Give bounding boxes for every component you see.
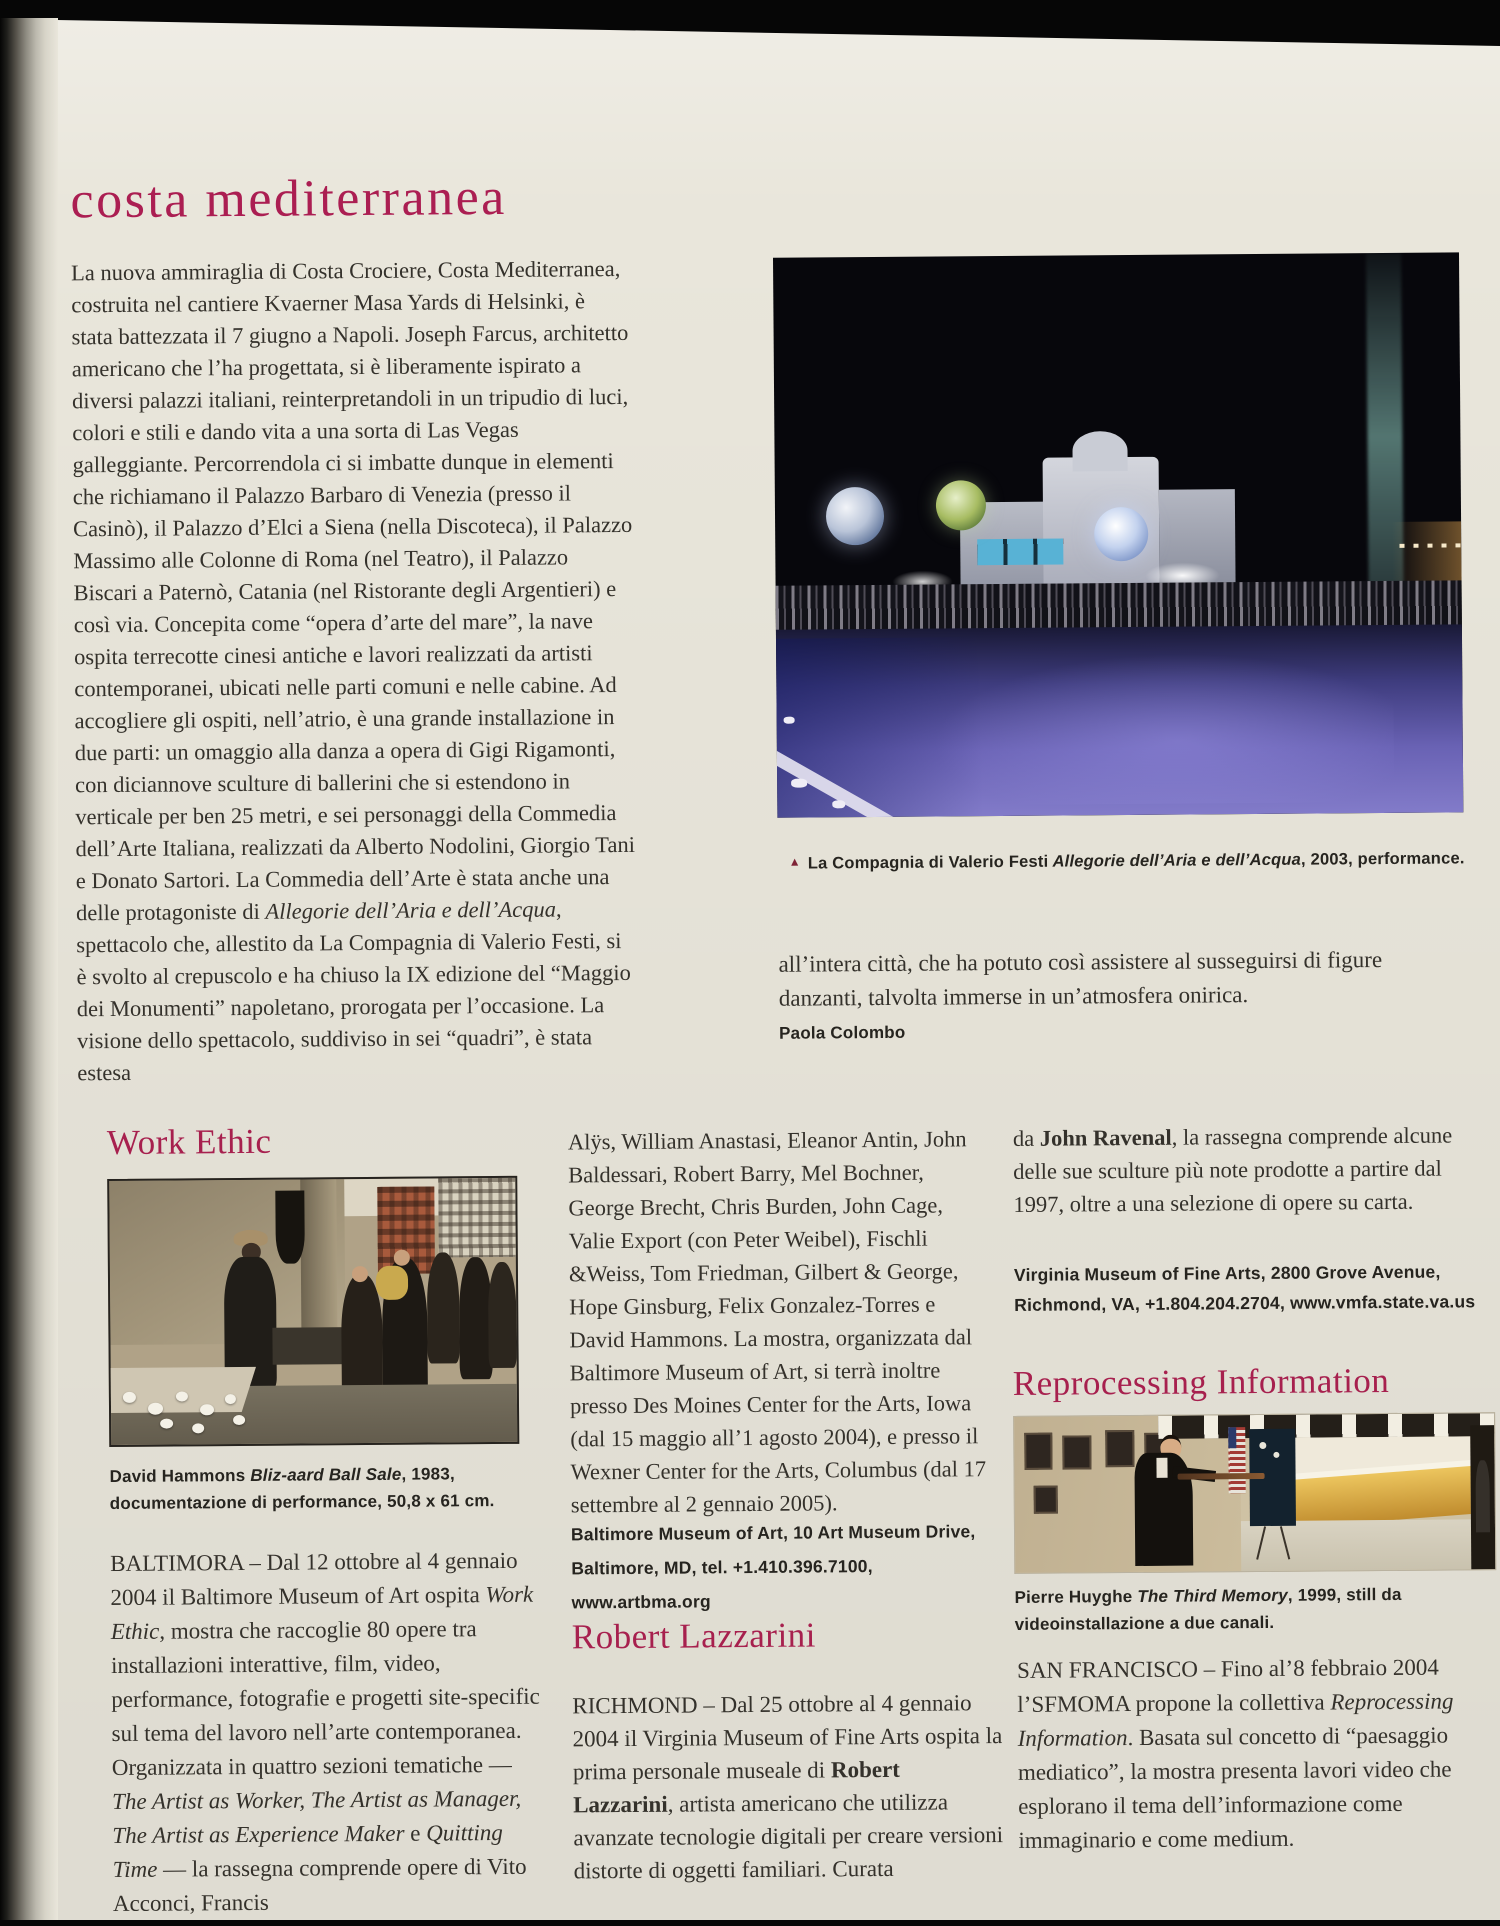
caption-artist: Pierre Huyghe [1014, 1587, 1133, 1607]
main-photo-building-dome [1073, 431, 1128, 471]
caption-triangle-icon: ▲ [788, 854, 801, 869]
work-ethic-text-2: , mostra che raccoglie 80 opere tra installazioni interattive, film, video, performance, fotografie e progetti site-specific sul tema del lavoro nell’arte contemporanea. Organizzata in quattro sezioni tematiche — [110, 1616, 540, 1781]
ravenal-text-2: , la rassegna comprende alcune delle sue sculture più note prodotte a partire dal 1997, oltre a una selezione di opere su carta. [1013, 1122, 1453, 1217]
reprocessing-text-2: . Basata sul concetto di “paesaggio mediatico”, la mostra presenta lavori video che esplorano il tema dell’informazione come immaginario e come medium. [1017, 1722, 1452, 1853]
main-photo-light-dots [1400, 544, 1462, 548]
lazzarini-artist-name: Robert Lazzarini [573, 1756, 900, 1818]
work-photo-snowball [147, 1402, 162, 1414]
huyghe-photo-sign-dot [1259, 1441, 1266, 1448]
caption-work-title: The Third Memory [1132, 1585, 1288, 1607]
main-photo-white-object [791, 778, 807, 787]
work-photo-white-building [438, 1178, 516, 1258]
caption-work-title: Allegorie dell’Aria e dell’Acqua [1048, 850, 1302, 871]
main-photo-lit-windows [978, 538, 1064, 564]
main-article-text-1: La nuova ammiraglia di Costa Crociere, Costa Mediterranea, costruita nel cantiere Kvaerner Masa Yards di Helsinki, è stata battezzata il 7 giugno a Napoli. Joseph Farcus, architetto americano che l’ha progettata, si è liberamente ispirato a diversi palazzi italiani, reinterpretandoli in un tripudio di luci, colori e stili e dando vita a una sorta di Las Vegas galleggiante. Percorrendola ci si imbatte dunque in elementi che richiamano il Palazzo Barbaro di Venezia (presso il Casinò), il Palazzo d’Elci a Siena (nella Discoteca), il Palazzo Massimo alle Colonne di Roma (nel Teatro), il Palazzo Biscari a Paternò, Catania (nel Ristorante degli Argentieri) e così via. Concepita come “opera d’arte del mare”, la nave ospita terrecotte cinesi antiche e lavori realizzati da artisti contemporanei, ubicati nelle parti comuni e nelle cabine. Ad accogliere gli ospiti, nell’atrio, è una grande installazione in due parti: un omaggio alla danza a opera di Gigi Rigamonti, con diciannove sculture di ballerini che si estendono in verticale per ben 25 metri, e sei personaggi della Commedia dell’Arte Italiana, realizzati da Alberto Nodolini, Giorgio Tani e Donato Sartori. La Commedia dell’Arte è stata anche una delle protagoniste di [70, 256, 635, 926]
work-photo-snowball [225, 1394, 236, 1404]
huyghe-photo-framed-picture [1105, 1430, 1134, 1468]
main-photo-night-performance [773, 252, 1463, 817]
work-photo-yellow-jacket [376, 1266, 409, 1301]
caption-artist: David Hammons [109, 1465, 246, 1487]
page-title: costa mediterranea [70, 168, 507, 230]
ravenal-curator-name: John Ravenal [1039, 1124, 1172, 1151]
main-photo-globe-left [826, 487, 884, 545]
article-byline: Paola Colombo [779, 1022, 906, 1043]
caption-artist: La Compagnia di Valerio Festi [807, 852, 1049, 873]
main-photo-globe-right [1094, 507, 1148, 561]
main-article-work-title: Allegorie dell’Aria e dell’Acqua [265, 896, 557, 924]
work-ethic-section-2: Quitting Time [112, 1819, 503, 1883]
main-article-text-2: , spettacolo che, allestito da La Compagnia di Valerio Festi, si è svolto al crepuscolo e ha chiuso la IX edizione del “Maggio dei Monumenti” napoletano, prorogata per l’occasione. La visione dello spettacolo, suddiviso in sei “quadri”, è stata estesa [76, 896, 631, 1086]
reprocessing-text-1: SAN FRANCISCO – Fino al’8 febbraio 2004 l’SFMOMA propone la collettiva [1016, 1654, 1439, 1717]
reprocessing-photo-caption [1014, 1580, 1484, 1638]
work-photo-passerby [341, 1274, 383, 1401]
work-photo-hanging-coat [276, 1190, 305, 1264]
huyghe-photo-floor [1241, 1519, 1496, 1571]
section-heading-robert-lazzarini: Robert Lazzarini [571, 1615, 817, 1657]
work-photo-passerby [426, 1252, 459, 1363]
huyghe-photo-bystander [1475, 1460, 1490, 1532]
main-photo-plaza-glow [913, 645, 1394, 806]
lazzarini-text-1: RICHMOND – Dal 25 ottobre al 4 gennaio 2004 il Virginia Museum of Fine Arts ospita la prima personale museale di [572, 1690, 1003, 1785]
huyghe-photo-ceiling-lights [1158, 1413, 1494, 1439]
article-continuation: all’intera città, che ha potuto così assistere al susseguirsi di figure danzanti, talvolta immerse in un’atmosfera onirica. [778, 947, 1383, 1011]
huyghe-photo-framed-picture [1034, 1485, 1058, 1513]
virginia-museum-address: Virginia Museum of Fine Arts, 2800 Grove Avenue, Richmond, VA, +1.804.204.2704, www.vmfa.state.va.us [1013, 1261, 1476, 1315]
caption-details: , 1983, documentazione di performance, 50,8 x 61 cm. [109, 1464, 495, 1514]
huyghe-photo-flag-canton [1228, 1428, 1237, 1448]
work-ethic-text-4: — la rassegna comprende opere di Vito Acconci, Francis [112, 1853, 527, 1917]
lazzarini-body-text [572, 1686, 1006, 1887]
work-photo-tarp [107, 1367, 256, 1413]
caption-details: , 2003, performance. [1300, 849, 1465, 869]
work-photo-snowball [233, 1415, 245, 1425]
work-ethic-photo-street-sale [107, 1176, 519, 1447]
work-ethic-photo-caption [109, 1460, 541, 1517]
main-article-paragraph [71, 253, 638, 1089]
main-photo-plaza-shadow [776, 637, 983, 818]
reprocessing-show-title: Reprocessing Information [1017, 1688, 1454, 1751]
huyghe-photo-gunman-shirt [1156, 1458, 1168, 1478]
work-photo-passerby-head [351, 1266, 367, 1282]
huyghe-photo-rifle [1178, 1473, 1264, 1480]
work-ethic-show-title: Work Ethic [110, 1581, 534, 1645]
main-photo-caption [789, 843, 1489, 877]
work-photo-snowball [192, 1423, 204, 1433]
work-photo-snowball [160, 1418, 173, 1428]
section-heading-work-ethic: Work Ethic [106, 1121, 272, 1163]
work-photo-stall-table [273, 1327, 350, 1365]
huyghe-photo-framed-picture [1062, 1435, 1091, 1470]
lazzarini-text-2: , artista americano che utilizza avanzate tecnologie digitali per creare versioni distorte di oggetti familiari. Curata [573, 1789, 1004, 1884]
section-heading-reprocessing-information: Reprocessing Information [1012, 1360, 1390, 1403]
reprocessing-body-text [1017, 1650, 1459, 1857]
baltimore-museum-address: Baltimore Museum of Art, 10 Art Museum Drive, Baltimore, MD, tel. +1.410.396.7100, www.artbma.org [570, 1521, 976, 1613]
caption-work-title: Bliz-aard Ball Sale [245, 1464, 402, 1485]
caption-details: , 1999, still da videoinstallazione a due canali. [1014, 1584, 1402, 1634]
work-photo-passerby [487, 1262, 516, 1368]
artists-list-continued: Alÿs, William Anastasi, Eleanor Antin, John Baldessari, Robert Barry, Mel Bochner, George Brecht, Chris Burden, John Cage, Valie Export (con Peter Weibel), Fischli &Weiss, Tom Friedman, Gilbert & George, Hope Ginsburg, Felix Gonzalez-Torres e David Hammons. La mostra, organizzata dal Baltimore Museum of Art, si terrà inoltre presso Des Moines Center for the Arts, Iowa (dal 15 maggio all’1 agosto 2004), e presso il Wexner Center for the Arts, Columbus (dal 17 settembre al 2 gennaio 2005). [567, 1126, 987, 1518]
work-ethic-sections: The Artist as Worker, The Artist as Manager, The Artist as Experience Maker [111, 1785, 522, 1849]
work-ethic-text-3: e [404, 1820, 427, 1846]
work-ethic-text-1: BALTIMORA – Dal 12 ottobre al 4 gennaio 2004 il Baltimore Museum of Art ospita [110, 1547, 518, 1611]
ravenal-text-1: da [1012, 1125, 1040, 1151]
reprocessing-photo-third-memory [1013, 1412, 1496, 1574]
huyghe-photo-framed-picture [1024, 1432, 1053, 1470]
ravenal-body-text [1013, 1118, 1476, 1221]
main-photo-white-object [832, 800, 845, 808]
main-photo-white-object [783, 717, 794, 724]
work-photo-pillar [300, 1179, 338, 1338]
work-ethic-body-text [110, 1544, 551, 1921]
